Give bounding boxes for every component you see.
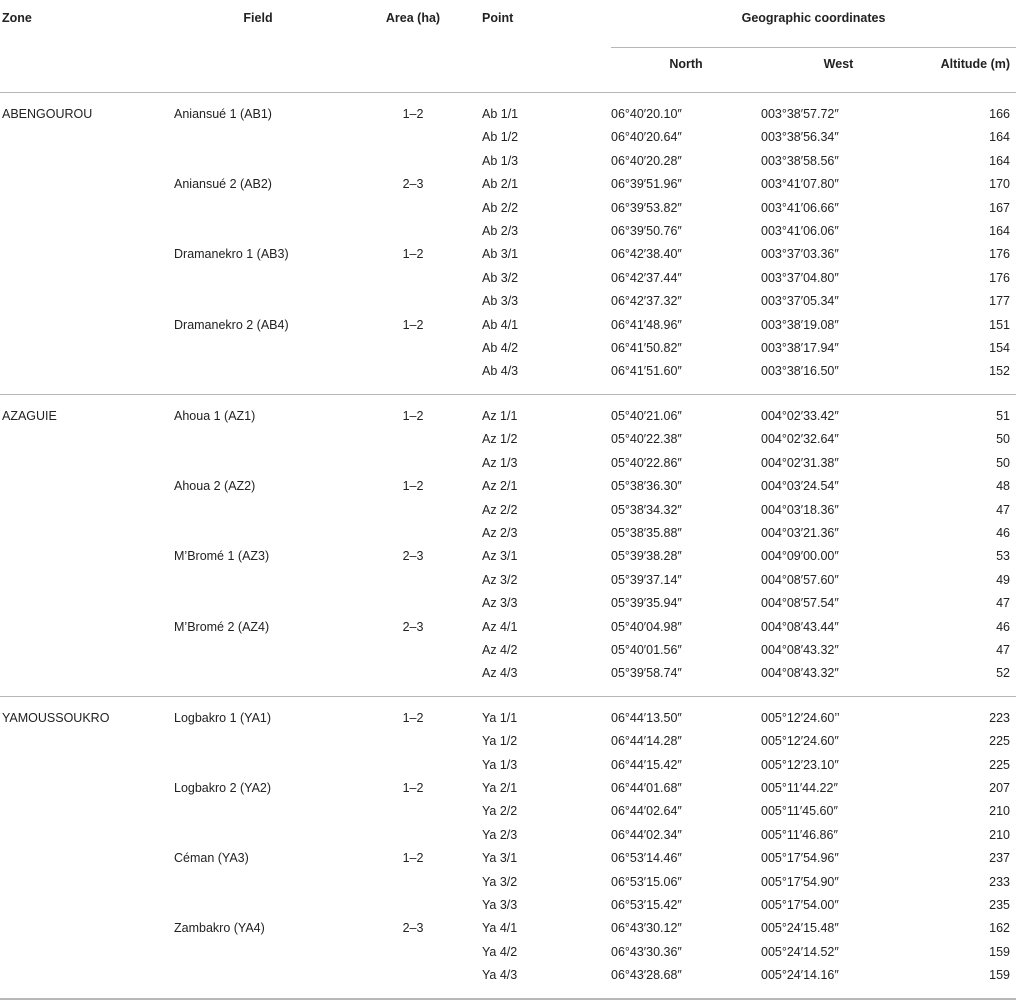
field-cell: Ahoua 2 (AZ2) — [174, 479, 256, 494]
zone-cell — [0, 730, 168, 753]
north-cell: 05°39′35.94″ — [611, 596, 682, 611]
table-row — [0, 126, 1016, 149]
table-row — [0, 337, 1016, 360]
north-cell: 06°40′20.10″ — [611, 93, 761, 127]
table-row — [0, 941, 1016, 964]
field-cell — [168, 522, 348, 545]
west-cell: 005°24′14.16″ — [761, 968, 839, 983]
table-row — [0, 173, 1016, 196]
point-cell: Az 3/1 — [482, 549, 518, 564]
field-cell: Dramanekro 1 (AB3) — [174, 247, 289, 262]
west-cell: 005°24′14.52″ — [761, 944, 839, 959]
field-cell — [168, 267, 348, 290]
point-cell: Az 3/2 — [482, 572, 518, 587]
altitude-cell: 237 — [989, 851, 1011, 866]
north-cell: 06°43′30.36″ — [611, 944, 682, 959]
altitude-cell: 151 — [989, 317, 1011, 332]
altitude-cell: 154 — [989, 341, 1011, 356]
west-cell: 005°11′46.86″ — [761, 827, 838, 842]
point-cell: Az 3/3 — [482, 596, 518, 611]
west-cell: 004°02′32.64″ — [761, 432, 839, 447]
field-cell: Ahoua 1 (AZ1) — [168, 394, 348, 428]
north-cell: 06°44′02.64″ — [611, 804, 682, 819]
west-cell: 005°12′23.10″ — [761, 757, 839, 772]
north-cell: 06°40′20.28″ — [611, 153, 682, 168]
table-row — [0, 499, 1016, 522]
north-cell: 06°41′51.60″ — [611, 364, 682, 379]
zone-cell — [0, 126, 168, 149]
area-cell — [348, 337, 478, 360]
field-cell: Dramanekro 2 (AB4) — [174, 317, 289, 332]
table-row — [0, 475, 1016, 498]
point-cell: Ya 4/1 — [482, 921, 518, 936]
zone-cell — [0, 847, 168, 870]
altitude-cell: 225 — [989, 734, 1011, 749]
field-cell: M’Bromé 1 (AZ3) — [174, 549, 270, 564]
field-cell — [168, 499, 348, 522]
table-row — [0, 93, 1016, 127]
table-row — [0, 428, 1016, 451]
field-cell: Aniansué 1 (AB1) — [168, 93, 348, 127]
west-cell: 003°38′16.50″ — [761, 364, 839, 379]
area-cell — [348, 964, 478, 998]
point-cell: Ya 2/3 — [482, 827, 518, 842]
table-row — [0, 964, 1016, 998]
north-cell: 06°44′01.68″ — [611, 780, 682, 795]
west-cell: 003°38′56.34″ — [761, 130, 839, 145]
zone-cell: ABENGOUROU — [0, 93, 168, 127]
point-cell: Ya 2/2 — [482, 804, 518, 819]
zone-cell: YAMOUSSOUKRO — [0, 696, 168, 730]
field-cell — [168, 360, 348, 394]
table-row — [0, 894, 1016, 917]
zone-cell — [0, 777, 168, 800]
table-row — [0, 616, 1016, 639]
field-cell — [168, 730, 348, 753]
zone-cell — [0, 314, 168, 337]
field-cell — [168, 452, 348, 475]
header-point: Point — [482, 11, 514, 25]
area-cell — [348, 197, 478, 220]
north-cell: 05°40′01.56″ — [611, 642, 682, 657]
point-cell: Ya 1/1 — [478, 696, 611, 730]
north-cell: 06°41′50.82″ — [611, 341, 682, 356]
zone-cell — [0, 290, 168, 313]
table-row — [0, 754, 1016, 777]
field-cell: Céman (YA3) — [174, 851, 249, 866]
north-cell: 05°38′34.32″ — [611, 502, 682, 517]
west-cell: 004°02′31.38″ — [761, 455, 839, 470]
altitude-cell: 162 — [989, 921, 1011, 936]
west-cell: 003°41′07.80″ — [761, 177, 839, 192]
area-cell — [348, 730, 478, 753]
altitude-cell: 46 — [996, 525, 1011, 540]
table-row — [0, 847, 1016, 870]
field-cell — [168, 754, 348, 777]
north-cell: 06°44′15.42″ — [611, 757, 682, 772]
area-cell — [348, 290, 478, 313]
north-cell: 06°39′51.96″ — [611, 177, 682, 192]
point-cell: Ya 3/3 — [482, 898, 518, 912]
zone-cell — [0, 475, 168, 498]
area-cell: 1–2 — [402, 780, 424, 795]
area-cell: 1–2 — [402, 247, 424, 262]
west-cell: 005°12′24.60″ — [761, 734, 839, 749]
altitude-cell: 53 — [996, 549, 1011, 564]
altitude-cell: 50 — [996, 455, 1011, 470]
zone-cell — [0, 964, 168, 998]
header-altitude: Altitude (m) — [940, 57, 1011, 71]
altitude-cell: 49 — [996, 572, 1011, 587]
point-cell: Ya 4/3 — [482, 968, 518, 983]
point-cell: Az 1/2 — [482, 432, 518, 447]
altitude-cell: 210 — [989, 804, 1011, 819]
point-cell: Ab 1/3 — [482, 153, 519, 168]
area-cell: 1–2 — [348, 93, 478, 127]
area-cell: 1–2 — [348, 394, 478, 428]
table-row — [0, 267, 1016, 290]
north-cell: 06°42′38.40″ — [611, 247, 682, 262]
west-cell: 004°03′21.36″ — [761, 525, 839, 540]
zone-cell — [0, 337, 168, 360]
field-cell — [168, 800, 348, 823]
point-cell: Ab 4/2 — [482, 341, 519, 356]
altitude-cell: 51 — [916, 394, 1016, 428]
point-cell: Az 4/3 — [482, 666, 518, 681]
north-cell: 05°39′37.14″ — [611, 572, 682, 587]
area-cell — [348, 267, 478, 290]
point-cell: Az 2/2 — [482, 502, 518, 517]
west-cell: 005°12′24.60’’ — [761, 696, 916, 730]
table-row — [0, 696, 1016, 730]
area-cell: 2–3 — [402, 549, 424, 564]
zone-cell — [0, 243, 168, 266]
table-row — [0, 569, 1016, 592]
point-cell: Ya 3/1 — [482, 851, 518, 866]
field-cell — [168, 150, 348, 173]
area-cell — [348, 499, 478, 522]
field-cell — [168, 662, 348, 696]
north-cell: 06°41′48.96″ — [611, 317, 682, 332]
field-cell — [168, 894, 348, 917]
north-cell: 06°53′15.06″ — [611, 874, 682, 889]
point-cell: Ya 1/3 — [482, 757, 518, 772]
north-cell: 06°43′30.12″ — [611, 921, 682, 936]
table-row — [0, 150, 1016, 173]
table-row — [0, 592, 1016, 615]
altitude-cell: 166 — [916, 93, 1016, 127]
point-cell: Ab 1/2 — [482, 130, 519, 145]
area-cell — [348, 639, 478, 662]
area-cell: 1–2 — [402, 479, 424, 494]
table-row — [0, 360, 1016, 394]
area-cell — [348, 452, 478, 475]
zone-cell: AZAGUIE — [0, 394, 168, 428]
area-cell — [348, 662, 478, 696]
altitude-cell: 167 — [989, 200, 1011, 215]
north-cell: 05°38′35.88″ — [611, 525, 682, 540]
table-row — [0, 662, 1016, 696]
zone-cell — [0, 871, 168, 894]
point-cell: Ab 3/1 — [482, 247, 519, 262]
table-row — [0, 452, 1016, 475]
table-row — [0, 777, 1016, 800]
point-cell: Ab 2/3 — [482, 224, 519, 239]
field-cell — [168, 428, 348, 451]
west-cell: 004°08′43.44″ — [761, 619, 839, 634]
north-cell: 06°39′53.82″ — [611, 200, 682, 215]
table-row — [0, 522, 1016, 545]
altitude-cell: 47 — [996, 596, 1011, 611]
point-cell: Ya 1/2 — [482, 734, 518, 749]
area-cell: 1–2 — [402, 851, 424, 866]
area-cell — [348, 941, 478, 964]
altitude-cell: 176 — [989, 270, 1011, 285]
header-north: North — [669, 57, 703, 71]
point-cell: Ya 3/2 — [482, 874, 518, 889]
altitude-cell: 50 — [996, 432, 1011, 447]
zone-cell — [0, 197, 168, 220]
altitude-cell: 47 — [996, 502, 1011, 517]
table-row — [0, 871, 1016, 894]
area-cell — [348, 754, 478, 777]
table-row — [0, 800, 1016, 823]
north-cell: 06°42′37.44″ — [611, 270, 682, 285]
west-cell: 003°38′58.56″ — [761, 153, 839, 168]
table-row — [0, 917, 1016, 940]
west-cell: 004°03′18.36″ — [761, 502, 839, 517]
point-cell: Ab 1/1 — [478, 93, 611, 127]
table-row — [0, 639, 1016, 662]
point-cell: Ab 2/1 — [482, 177, 519, 192]
zone-cell — [0, 569, 168, 592]
zone-cell — [0, 267, 168, 290]
west-cell: 004°09′00.00″ — [761, 549, 839, 564]
altitude-cell: 176 — [989, 247, 1011, 262]
area-cell — [348, 592, 478, 615]
altitude-cell: 152 — [989, 364, 1011, 379]
altitude-cell: 210 — [989, 827, 1011, 842]
zone-cell — [0, 452, 168, 475]
area-cell: 1–2 — [402, 317, 424, 332]
point-cell: Az 4/1 — [482, 619, 518, 634]
north-cell: 06°53′15.42″ — [611, 898, 682, 912]
altitude-cell: 159 — [989, 968, 1011, 983]
table-row — [0, 730, 1016, 753]
zone-cell — [0, 824, 168, 847]
zone-cell — [0, 917, 168, 940]
point-cell: Az 2/3 — [482, 525, 518, 540]
north-cell: 05°40′22.38″ — [611, 432, 682, 447]
zone-cell — [0, 616, 168, 639]
north-cell: 06°39′50.76″ — [611, 224, 682, 239]
area-cell — [348, 150, 478, 173]
north-cell: 06°43′28.68″ — [611, 968, 682, 983]
table-row — [0, 243, 1016, 266]
altitude-cell: 164 — [989, 224, 1011, 239]
west-cell: 003°38′17.94″ — [761, 341, 839, 356]
north-cell: 05°40′04.98″ — [611, 619, 682, 634]
west-cell: 003°41′06.66″ — [761, 200, 839, 215]
west-cell: 003°41′06.06″ — [761, 224, 839, 239]
field-cell — [168, 220, 348, 243]
west-cell: 005°11′44.22″ — [761, 780, 838, 795]
north-cell: 05°38′36.30″ — [611, 479, 682, 494]
zone-cell — [0, 360, 168, 394]
west-cell: 004°02′33.42″ — [761, 394, 916, 428]
area-cell — [348, 428, 478, 451]
field-cell: Logbakro 2 (YA2) — [174, 780, 272, 795]
point-cell: Az 2/1 — [482, 479, 518, 494]
area-cell — [348, 569, 478, 592]
area-cell: 1–2 — [348, 696, 478, 730]
field-cell — [168, 290, 348, 313]
header-field: Field — [243, 11, 273, 25]
west-cell: 003°37′03.36″ — [761, 247, 839, 262]
point-cell: Ab 4/1 — [482, 317, 519, 332]
field-cell — [168, 592, 348, 615]
west-cell: 003°37′05.34″ — [761, 294, 839, 309]
point-cell: Ya 4/2 — [482, 944, 518, 959]
zone-cell — [0, 754, 168, 777]
altitude-cell: 177 — [989, 294, 1011, 309]
west-cell: 005°17′54.00″ — [761, 898, 839, 912]
zone-cell — [0, 522, 168, 545]
field-cell: Logbakro 1 (YA1) — [168, 696, 348, 730]
point-cell: Az 1/3 — [482, 455, 518, 470]
north-cell: 06°42′37.32″ — [611, 294, 682, 309]
header-zone: Zone — [2, 11, 32, 25]
altitude-cell: 52 — [996, 666, 1011, 681]
table-row — [0, 197, 1016, 220]
field-cell — [168, 639, 348, 662]
table-row — [0, 220, 1016, 243]
west-cell: 004°03′24.54″ — [761, 479, 839, 494]
north-cell: 06°40′20.64″ — [611, 130, 682, 145]
north-cell: 06°53′14.46″ — [611, 851, 682, 866]
area-cell — [348, 871, 478, 894]
west-cell: 005°17′54.90″ — [761, 874, 839, 889]
area-cell — [348, 824, 478, 847]
field-cell — [168, 824, 348, 847]
point-cell: Ab 3/2 — [482, 270, 519, 285]
north-cell: 05°39′38.28″ — [611, 549, 682, 564]
north-cell: 05°40′21.06″ — [611, 394, 761, 428]
altitude-cell: 159 — [989, 944, 1011, 959]
header-area: Area (ha) — [385, 11, 441, 25]
north-cell: 05°39′58.74″ — [611, 666, 682, 681]
zone-cell — [0, 220, 168, 243]
zone-cell — [0, 800, 168, 823]
zone-cell — [0, 173, 168, 196]
area-cell — [348, 894, 478, 917]
table-body — [0, 93, 1016, 999]
area-cell — [348, 522, 478, 545]
west-cell: 003°37′04.80″ — [761, 270, 839, 285]
area-cell: 2–3 — [402, 619, 424, 634]
table-row — [0, 290, 1016, 313]
area-cell: 2–3 — [402, 177, 424, 192]
altitude-cell: 235 — [989, 898, 1011, 912]
west-cell: 003°38′19.08″ — [761, 317, 839, 332]
west-cell: 005°11′45.60″ — [761, 804, 838, 819]
altitude-cell: 223 — [916, 696, 1016, 730]
north-cell: 06°44′02.34″ — [611, 827, 682, 842]
point-cell: Az 4/2 — [482, 642, 518, 657]
altitude-cell: 164 — [989, 153, 1011, 168]
west-cell: 005°24′15.48″ — [761, 921, 839, 936]
altitude-cell: 47 — [996, 642, 1011, 657]
area-cell — [348, 126, 478, 149]
table-row — [0, 394, 1016, 428]
field-cell — [168, 197, 348, 220]
west-cell: 004°08′57.54″ — [761, 596, 839, 611]
field-cell — [168, 871, 348, 894]
west-cell: 004°08′57.60″ — [761, 572, 839, 587]
zone-cell — [0, 592, 168, 615]
area-cell: 2–3 — [402, 921, 424, 936]
area-cell — [348, 220, 478, 243]
header-geographic-coordinates: Geographic coordinates — [611, 0, 1016, 48]
point-cell: Az 1/1 — [478, 394, 611, 428]
west-cell: 004°08′43.32″ — [761, 666, 839, 681]
altitude-cell: 46 — [996, 619, 1011, 634]
field-cell: Zambakro (YA4) — [174, 921, 265, 936]
header-west: West — [823, 57, 854, 71]
field-cell — [168, 964, 348, 998]
field-cell — [168, 126, 348, 149]
altitude-cell: 225 — [989, 757, 1011, 772]
field-cell — [168, 337, 348, 360]
altitude-cell: 164 — [989, 130, 1011, 145]
altitude-cell: 170 — [989, 177, 1011, 192]
point-cell: Ab 4/3 — [482, 364, 519, 379]
table-row — [0, 545, 1016, 568]
field-cell — [168, 941, 348, 964]
zone-cell — [0, 662, 168, 696]
field-cell: Aniansué 2 (AB2) — [174, 177, 272, 192]
field-cell — [168, 569, 348, 592]
zone-cell — [0, 894, 168, 917]
table-row — [0, 824, 1016, 847]
zone-cell — [0, 545, 168, 568]
zone-cell — [0, 941, 168, 964]
point-cell: Ab 2/2 — [482, 200, 519, 215]
zone-cell — [0, 428, 168, 451]
altitude-cell: 207 — [989, 780, 1011, 795]
zone-cell — [0, 639, 168, 662]
west-cell: 004°08′43.32″ — [761, 642, 839, 657]
north-cell: 06°44′14.28″ — [611, 734, 682, 749]
field-cell: M’Bromé 2 (AZ4) — [174, 619, 270, 634]
point-cell: Ya 2/1 — [482, 780, 518, 795]
altitude-cell: 233 — [989, 874, 1011, 889]
north-cell: 05°40′22.86″ — [611, 455, 682, 470]
zone-cell — [0, 150, 168, 173]
west-cell: 005°17′54.96″ — [761, 851, 839, 866]
area-cell — [348, 360, 478, 394]
area-cell — [348, 800, 478, 823]
point-cell: Ab 3/3 — [482, 294, 519, 309]
zone-cell — [0, 499, 168, 522]
altitude-cell: 48 — [996, 479, 1011, 494]
north-cell: 06°44′13.50″ — [611, 696, 761, 730]
table-row — [0, 314, 1016, 337]
west-cell: 003°38′57.72″ — [761, 93, 916, 127]
table-header — [0, 0, 1016, 93]
